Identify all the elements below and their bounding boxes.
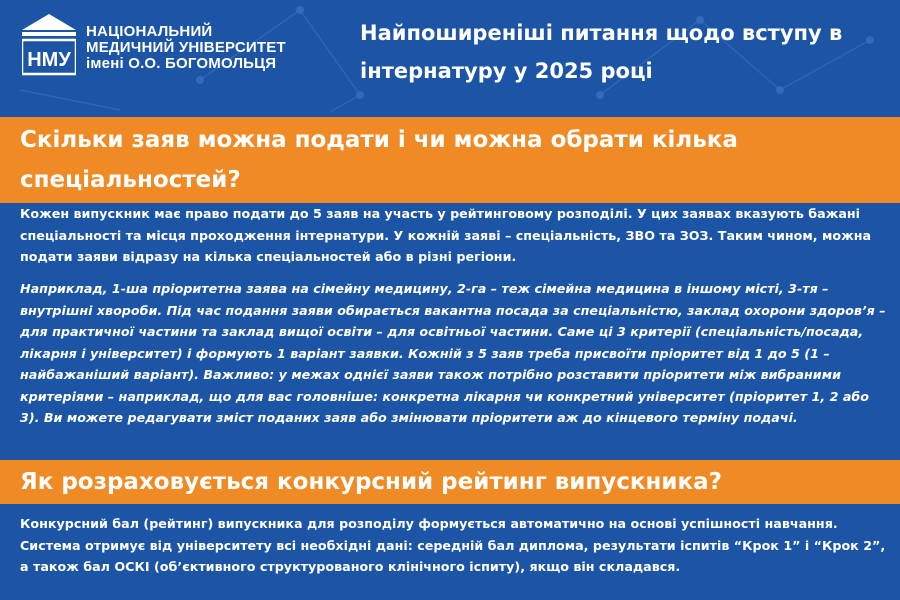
university-name <box>86 24 286 72</box>
question-heading-2: Як розраховується конкурсний рейтинг випускника? <box>20 469 722 495</box>
university-name-line3: імені О.О. БОГОМОЛЬЦЯ <box>86 55 277 72</box>
question-heading-1: Скільки заяв можна подати і чи можна обрати кілька спеціальностей? <box>20 127 738 193</box>
answer-paragraph-1: Кожен випускник має право подати до 5 заяв на участь у рейтинговому розподілі. У цих заявах вказують бажані спеціальності та місця проходження інтернатури. У кожній заяві – спеціальність, ЗВО та ЗОЗ. Таким чином, можна подати заяви відразу на кілька спеціальностей або в різні регіони. <box>20 206 872 264</box>
question-band-2 <box>0 460 900 504</box>
university-building-logo-icon <box>22 14 76 76</box>
university-name-line2: МЕДИЧНИЙ УНІВЕРСИТЕТ <box>86 39 286 56</box>
question-band-1 <box>0 117 900 203</box>
answer-paragraph-3: Конкурсний бал (рейтинг) випускника для розподілу формується автоматично на основі успішності навчання. Система отримує від університету всі необхідні дані: середній бал диплома, результати іспитів “Крок 1” і “Крок 2”, а також бал ОСКІ (об’єктивного структурованого клінічного іспиту), якщо він складався. <box>20 516 886 574</box>
university-name-line1: НАЦІОНАЛЬНИЙ <box>86 23 213 40</box>
header <box>0 0 900 110</box>
logo-letters: НМУ <box>27 49 71 71</box>
answer-paragraph-2: Наприклад, 1-ша пріоритетна заява на сімейну медицину, 2-га – теж сімейна медицина в іншому місті, 3-тя – внутрішні хвороби. Під час подання заяви обирається вакантна посада за спеціальністю, заклад охорони здоров’я – для практичної частини та заклад вищої освіти – для освітньої частини. Саме ці 3 критерії (спеціальність/посада, лікарня і університет) і формують 1 варіант заявки. Кожній з 5 заяв треба присвоїти пріоритет від 1 до 5 (1 – найбажаніший варіант). Важливо: у межах однієї заяви також потрібно розставити пріоритети між вибраними критеріями – наприклад, що для вас головніше: конкретна лікарня чи конкретний університет (пріоритет 1, 2 або 3). Ви можете редагувати зміст поданих заяв або змінювати пріоритети аж до кінцевого терміну подачі. <box>20 281 886 425</box>
page-headline: Найпоширеніші питання щодо вступу в інтернатуру у 2025 році <box>360 21 843 83</box>
